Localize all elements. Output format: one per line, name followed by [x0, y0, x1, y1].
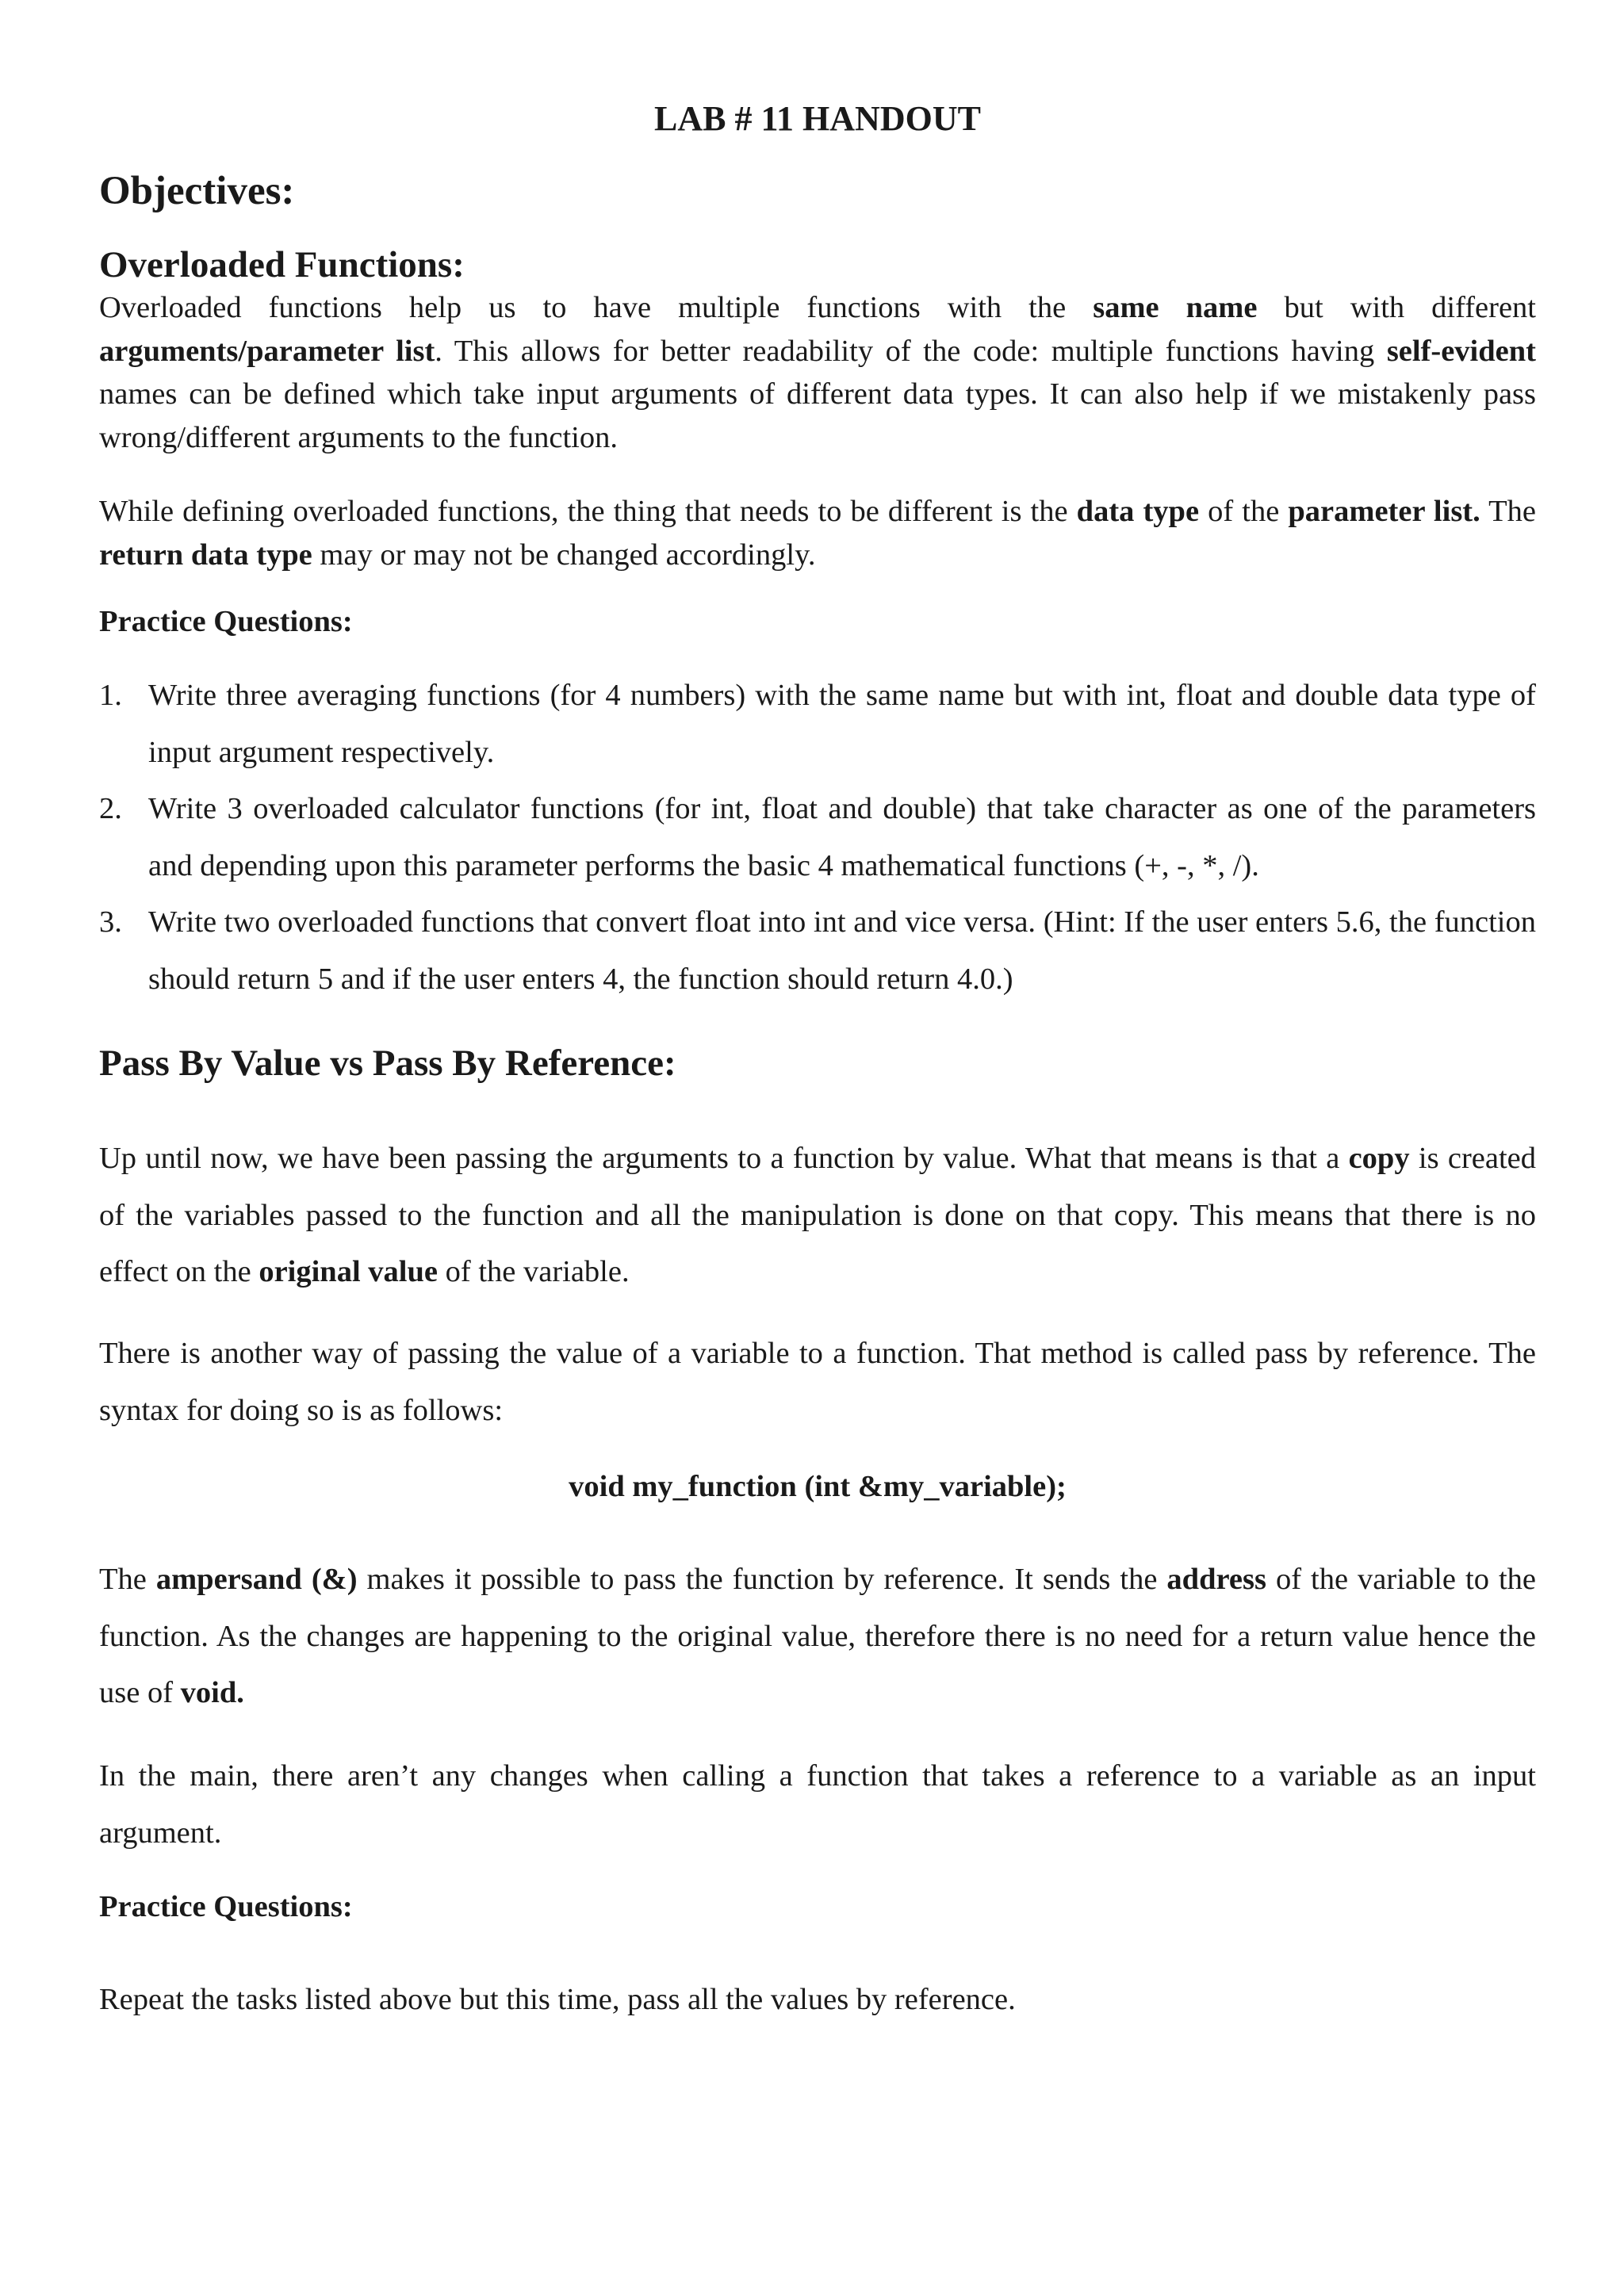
text-run: While defining overloaded functions, the thing that needs to be different is the — [99, 495, 1077, 528]
text-run: The — [1480, 495, 1536, 528]
text-run: Up until now, we have been passing the arguments to a function by value. What that means is that a — [99, 1142, 1349, 1175]
text-run: of the — [1199, 495, 1289, 528]
text-run: of the variable to the function. As the changes are happening to the original value, therefore there is no need for a return value hence the use of — [99, 1563, 1536, 1709]
text-run: may or may not be changed accordingly. — [312, 538, 816, 572]
pass-by-value-paragraph — [99, 1131, 1536, 1301]
list-item-text: Write three averaging functions (for 4 numbers) with the same name but with int, float and double data type of input argument respectively. — [148, 679, 1536, 769]
text-run: names can be defined which take input arguments of different data types. It can also help if we mistakenly pass wrong/different arguments to the function. — [99, 377, 1536, 454]
bold-term: parameter list. — [1288, 495, 1480, 528]
text-run: makes it possible to pass the function by reference. It sends the — [357, 1563, 1167, 1596]
document-title: LAB # 11 HANDOUT — [654, 99, 981, 138]
code-snippet: void my_function (int &my_variable); — [569, 1470, 1067, 1503]
practice-questions-heading-2: Practice Questions: — [99, 1890, 353, 1923]
bold-term: data type — [1076, 495, 1200, 528]
list-item-text: Write two overloaded functions that convert float into int and vice versa. (Hint: If the user enters 5.6, the function should return 5 and if the user enters 4, the function should return 4.0.) — [148, 905, 1536, 996]
text-run: . This allows for better readability of the code: multiple functions having — [435, 334, 1387, 368]
objectives-heading: Objectives: — [99, 169, 295, 213]
bold-term: return data type — [99, 538, 312, 572]
text-run: is created of the variables passed to the function and all the manipulation is done on that copy. This means that there is no effect on the — [99, 1142, 1536, 1288]
text-run: but with different — [1257, 291, 1536, 324]
bold-term: copy — [1348, 1142, 1410, 1175]
text-run: of the variable. — [438, 1255, 630, 1288]
text-run: Overloaded functions help us to have multiple functions with the — [99, 291, 1094, 324]
list-item — [99, 668, 1536, 781]
repeat-tasks-paragraph: Repeat the tasks listed above but this time, pass all the values by reference. — [99, 1983, 1016, 2016]
bold-term: ampersand (&) — [155, 1563, 358, 1596]
bold-term: arguments/parameter list — [99, 334, 435, 368]
list-item-number: 3. — [99, 905, 122, 939]
main-calling-paragraph: In the main, there aren’t any changes when calling a function that takes a reference to a variable as an input argument. — [99, 1759, 1536, 1850]
bold-term: same name — [1093, 291, 1258, 324]
list-item-text: Write 3 overloaded calculator functions (for int, float and double) that take character as one of the parameters and depending upon this parameter performs the basic 4 mathematical functions (+, -, *, /). — [148, 792, 1536, 882]
overloaded-datatype-paragraph — [99, 490, 1536, 576]
list-item-number: 2. — [99, 792, 122, 825]
pass-by-reference-paragraph: There is another way of passing the value of a variable to a function. That method is called pass by reference. The syntax for doing so is as follows: — [99, 1337, 1536, 1427]
list-item — [99, 894, 1536, 1008]
list-item — [99, 781, 1536, 894]
bold-term: void. — [180, 1676, 244, 1709]
overloaded-functions-heading: Overloaded Functions: — [99, 244, 465, 285]
bold-term: address — [1166, 1563, 1266, 1596]
bold-term: self-evident — [1386, 334, 1536, 368]
overloaded-intro-paragraph — [99, 286, 1536, 459]
list-item-number: 1. — [99, 679, 122, 712]
practice-questions-list — [99, 668, 1536, 1008]
bold-term: original value — [259, 1255, 438, 1288]
text-run: The — [99, 1563, 156, 1596]
practice-questions-heading: Practice Questions: — [99, 605, 353, 638]
ampersand-paragraph — [99, 1552, 1536, 1722]
pass-by-heading: Pass By Value vs Pass By Reference: — [99, 1043, 676, 1084]
